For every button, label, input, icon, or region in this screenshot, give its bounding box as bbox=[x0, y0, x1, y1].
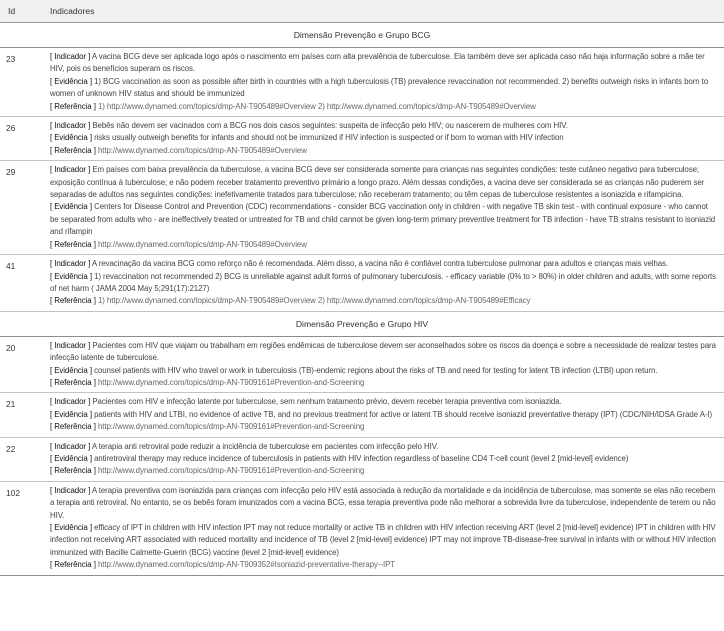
referencia-item bbox=[50, 559, 718, 571]
row-content bbox=[44, 117, 724, 161]
referencia-text[interactable]: http://www.dynamed.com/topics/dmp-AN-T909161#Prevention-and-Screening bbox=[97, 377, 365, 387]
evidencia-item bbox=[50, 76, 718, 101]
referencia-label: [ Referência ] bbox=[50, 560, 96, 570]
table-row bbox=[0, 336, 724, 393]
referencia-label: [ Referência ] bbox=[50, 239, 96, 249]
referencia-text[interactable]: http://www.dynamed.com/topics/dmp-AN-T909161#Prevention-and-Screening bbox=[97, 422, 365, 432]
indicador-label: [ Indicador ] bbox=[50, 52, 91, 61]
referencia-item bbox=[50, 101, 718, 113]
evidencia-label: [ Evidência ] bbox=[50, 523, 92, 532]
indicador-item bbox=[50, 396, 718, 408]
evidencia-label: [ Evidência ] bbox=[50, 271, 92, 281]
evidencia-text: counsel patients with HIV who travel or work in tuberculosis (TB)-endemic regions about the risks of TB and need for testing for latent TB infection (LTBI) upon return. bbox=[94, 365, 658, 375]
indicador-label: [ Indicador ] bbox=[50, 441, 91, 451]
indicador-text: A terapia anti retroviral pode reduzir a incidência de tuberculose em pacientes com infecção pelo HIV. bbox=[91, 441, 439, 451]
evidencia-item bbox=[50, 271, 718, 296]
row-id: 22 bbox=[0, 437, 44, 481]
referencia-text[interactable]: http://www.dynamed.com/topics/dmp-AN-T905489#Overview bbox=[97, 145, 307, 155]
evidencia-item bbox=[50, 453, 718, 465]
row-id: 26 bbox=[0, 117, 44, 161]
column-header-indicadores: Indicadores bbox=[44, 0, 724, 23]
section-title: Dimensão Prevenção e Grupo BCG bbox=[0, 23, 724, 48]
indicador-label: [ Indicador ] bbox=[50, 165, 91, 175]
row-id: 102 bbox=[0, 481, 44, 575]
section-row bbox=[0, 311, 724, 336]
referencia-item bbox=[50, 465, 718, 477]
indicador-label: [ Indicador ] bbox=[50, 340, 91, 350]
table-row bbox=[0, 437, 724, 481]
referencia-item bbox=[50, 239, 718, 251]
evidencia-item bbox=[50, 132, 718, 144]
evidencia-label: [ Evidência ] bbox=[50, 453, 92, 463]
evidencia-text: 1) revaccination not recommended 2) BCG is unreliable against adult forms of pulmonary tuberculosis. - efficacy variable (0% to > 80%) in older children and adults, with some reports of net harm ( JAMA 2004 May 5;291(17):2127) bbox=[50, 271, 716, 293]
referencia-label: [ Referência ] bbox=[50, 296, 96, 306]
evidencia-text: efficacy of IPT in children with HIV infection IPT may not reduce mortality or active TB in children with HIV infection receiving ART (level 2 [mid-level] evidence) IPT in children with HIV infection not receiving ART associated with reduced mortality and incidence of TB (level 2 [mid-level] evidence) IPT may not improve TB-disease-free survival in infants with or without HIV infection immunized with Bacille Calmette-Guerin (BCG) vaccine (level 2 [mid-level] evidence) bbox=[50, 523, 716, 557]
evidencia-text: antiretroviral therapy may reduce incidence of tuberculosis in patients with HIV infection regardless of baseline CD4 T-cell count (level 2 [mid-level] evidence) bbox=[94, 453, 629, 463]
indicador-label: [ Indicador ] bbox=[50, 397, 91, 407]
evidencia-label: [ Evidência ] bbox=[50, 202, 92, 212]
indicador-item bbox=[50, 258, 718, 270]
indicador-item bbox=[50, 441, 718, 453]
table-row bbox=[0, 481, 724, 575]
row-content bbox=[44, 336, 724, 393]
indicador-text: Em países com baixa prevalência da tuberculose, a vacina BCG deve ser considerada somente para crianças nas seguintes condições: teste cutâneo negativo para tuberculose; exposição contínua à tuberculose; e não podem receber tratamento preventivo primário a longo prazo. Além dessas condições, a vacina deve ser considerada se as crianças não puderem ser separadas de adultos nas seguintes condições: inefetivamente tratados para tuberculose; não receberam tratamento; ou têm cepas de tuberculose resistentes a isoniazida e rifampicina. bbox=[50, 165, 705, 200]
referencia-item bbox=[50, 295, 718, 307]
indicador-label: [ Indicador ] bbox=[50, 121, 91, 131]
evidencia-item bbox=[50, 365, 718, 377]
evidencia-label: [ Evidência ] bbox=[50, 409, 92, 419]
referencia-text[interactable]: 1) http://www.dynamed.com/topics/dmp-AN-T905489#Overview 2) http://www.dynamed.com/topics/dmp-AN-T905489#Efficacy bbox=[97, 296, 531, 306]
evidencia-item bbox=[50, 409, 718, 421]
evidencia-label: [ Evidência ] bbox=[50, 365, 92, 375]
referencia-label: [ Referência ] bbox=[50, 145, 96, 155]
row-content bbox=[44, 393, 724, 437]
row-id: 20 bbox=[0, 336, 44, 393]
table-row bbox=[0, 255, 724, 312]
table-row bbox=[0, 161, 724, 255]
row-id: 29 bbox=[0, 161, 44, 255]
indicador-label: [ Indicador ] bbox=[50, 485, 91, 495]
indicador-item bbox=[50, 120, 718, 132]
table-row bbox=[0, 393, 724, 437]
indicador-item bbox=[50, 485, 718, 522]
row-id: 21 bbox=[0, 393, 44, 437]
referencia-item bbox=[50, 145, 718, 157]
indicador-text: A terapia preventiva com isoniazida para crianças com infecção pelo HIV está associada à redução da mortalidade e da incidência de tuberculose, mas somente se elas não recebem a terapia anti retroviral. No entanto, se os bebês foram imunizados com a vacina BCG, essa terapia preventiva pode não melhorar a sobrevida livre da tuberculose, independente de terem ou não HIV. bbox=[50, 485, 716, 520]
referencia-label: [ Referência ] bbox=[50, 377, 96, 387]
section-row bbox=[0, 23, 724, 48]
evidencia-text: risks usually outweigh benefits for infants and should not be immunized if HIV infection is suspected or if born to woman with HIV infection bbox=[94, 133, 564, 143]
evidencia-text: Centers for Disease Control and Prevention (CDC) recommendations - consider BCG vaccination only in children - with negative TB skin test - with continual exposure - who cannot be separated from adults who - are ineffectively treated or untreated for TB and child cannot be given long-term primary preventive treatment for TB infection - have TB strains resistant to isoniazid and rifampin bbox=[50, 202, 716, 237]
column-header-id: Id bbox=[0, 0, 44, 23]
row-id: 23 bbox=[0, 48, 44, 117]
table-header-row bbox=[0, 0, 724, 23]
evidencia-label: [ Evidência ] bbox=[50, 133, 92, 143]
evidencia-label: [ Evidência ] bbox=[50, 76, 92, 86]
indicador-item bbox=[50, 51, 718, 76]
referencia-label: [ Referência ] bbox=[50, 466, 96, 476]
row-content bbox=[44, 481, 724, 575]
indicador-text: A vacina BCG deve ser aplicada logo após o nascimento em países com alta prevalência de tuberculose. Ela também deve ser aplicada caso não haja informação sobre a mãe ter HIV, pois os benefícios superam os riscos. bbox=[50, 52, 705, 74]
indicador-text: Pacientes com HIV e infecção latente por tuberculose, sem nenhum tratamento prévio, devem receber terapia preventiva com isoniazida. bbox=[92, 397, 562, 407]
row-content bbox=[44, 437, 724, 481]
indicador-item bbox=[50, 164, 718, 201]
table-row bbox=[0, 117, 724, 161]
indicador-text: Bebês não devem ser vacinados com a BCG nos dois casos seguintes: suspeita de infecção pelo HIV; ou nascerem de mulheres com HIV. bbox=[92, 121, 568, 131]
table-row bbox=[0, 48, 724, 117]
evidencia-item bbox=[50, 201, 718, 238]
table-body bbox=[0, 23, 724, 576]
row-content bbox=[44, 161, 724, 255]
row-id: 41 bbox=[0, 255, 44, 312]
referencia-label: [ Referência ] bbox=[50, 422, 96, 432]
referencia-item bbox=[50, 421, 718, 433]
row-content bbox=[44, 255, 724, 312]
referencia-label: [ Referência ] bbox=[50, 101, 96, 111]
indicador-item bbox=[50, 340, 718, 365]
evidencia-text: patients with HIV and LTBI, no evidence of active TB, and no previous treatment for active or latent TB should receive isoniazid preventative therapy (IPT) (CDC/NIH/IDSA Grade A-I) bbox=[94, 409, 713, 419]
indicador-text: A revacinação da vacina BCG como reforço não é recomendada. Além disso, a vacina não é confiável contra tuberculose pulmonar para adultos e crianças mais velhas. bbox=[91, 259, 669, 269]
evidencia-item bbox=[50, 522, 718, 559]
referencia-text[interactable]: 1) http://www.dynamed.com/topics/dmp-AN-T905489#Overview 2) http://www.dynamed.com/topics/dmp-AN-T905489#Overview bbox=[97, 101, 536, 111]
evidencia-text: 1) BCG vaccination as soon as possible after birth in countries with a high tuberculosis (TB) prevalence revaccination not recommended. 2) benefits outweigh risks in infants born to women of unknown HIV status and should be immunized bbox=[50, 76, 709, 99]
section-title: Dimensão Prevenção e Grupo HIV bbox=[0, 311, 724, 336]
indicador-label: [ Indicador ] bbox=[50, 259, 91, 269]
referencia-text[interactable]: http://www.dynamed.com/topics/dmp-AN-T909161#Prevention-and-Screening bbox=[97, 466, 365, 476]
row-content bbox=[44, 48, 724, 117]
referencia-text[interactable]: http://www.dynamed.com/topics/dmp-AN-T909352#Isoniazid-preventative-therapy--IPT bbox=[97, 560, 396, 570]
referencia-item bbox=[50, 377, 718, 389]
referencia-text[interactable]: http://www.dynamed.com/topics/dmp-AN-T905489#Overview bbox=[97, 239, 307, 249]
indicador-text: Pacientes com HIV que viajam ou trabalham em regiões endêmicas de tuberculose devem ser aconselhados sobre os riscos da doença e sobre a necessidade de realizar testes para infecção latente de tuberculose. bbox=[50, 340, 716, 363]
